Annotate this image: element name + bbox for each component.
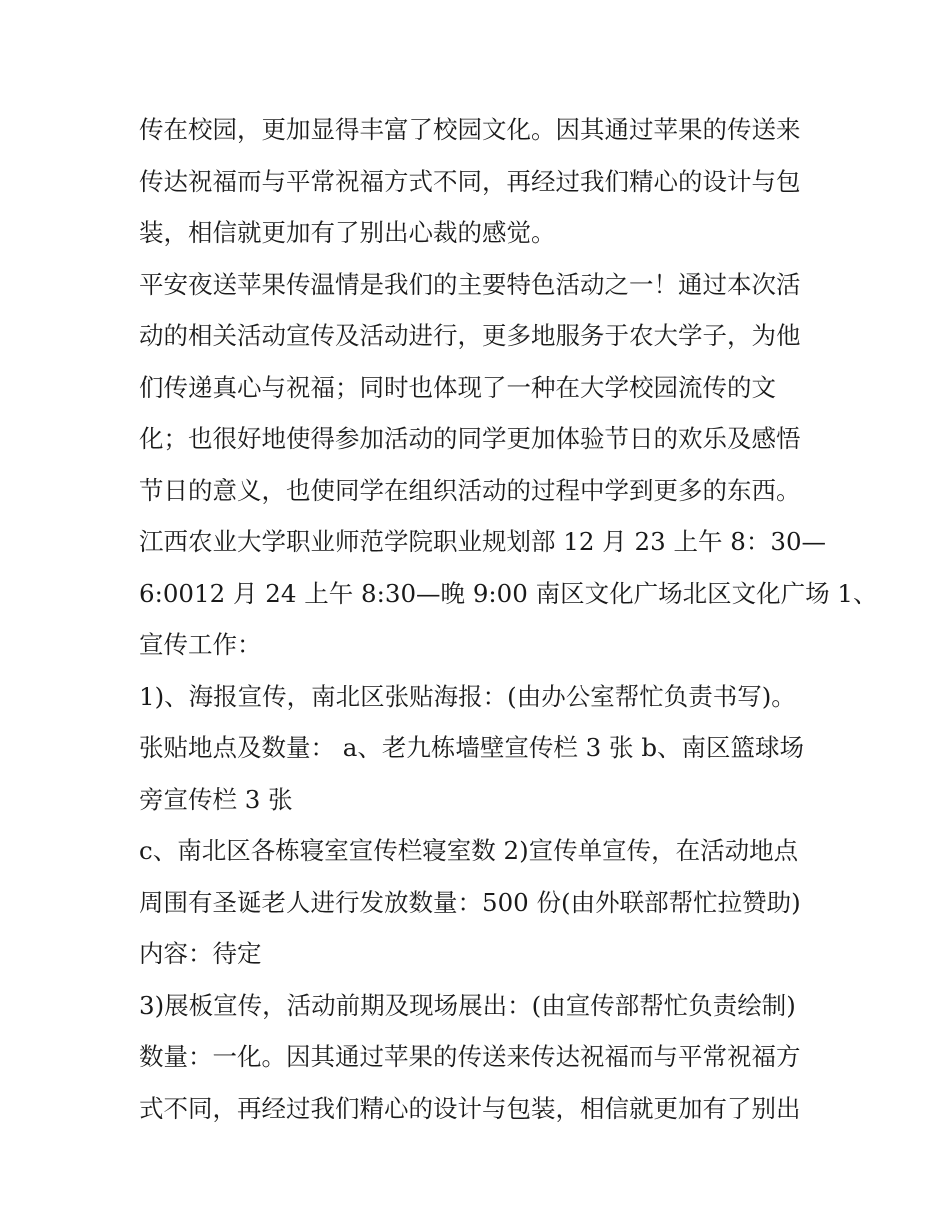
text-line: 1)、海报宣传，南北区张贴海报：(由办公室帮忙负责书写)。 bbox=[139, 681, 796, 711]
document-body bbox=[139, 104, 878, 1134]
text-line: 动的相关活动宣传及活动进行，更多地服务于农大学子，为他 bbox=[139, 321, 801, 350]
text-line: 式不同，再经过我们精心的设计与包装，相信就更加有了别出 bbox=[139, 1093, 801, 1123]
text-line: 数量：一化。因其通过苹果的传送来传达祝福而与平常祝福方 bbox=[139, 1042, 801, 1071]
text-line: 平安夜送苹果传温情是我们的主要特色活动之一！通过本次活 bbox=[139, 269, 801, 299]
text-line: 周围有圣诞老人进行发放数量：500 份(由外联部帮忙拉赞助) bbox=[139, 887, 801, 917]
text-line: 张贴地点及数量： a、老九栋墙壁宣传栏 3 张 b、南区篮球场 bbox=[139, 733, 805, 762]
text-line: 宣传工作： bbox=[139, 630, 262, 659]
text-line: 江西农业大学职业师范学院职业规划部 12 月 23 上午 8：30— bbox=[139, 527, 827, 556]
text-line: 们传递真心与祝福；同时也体现了一种在大学校园流传的文 bbox=[139, 372, 776, 402]
text-line: 旁宣传栏 3 张 bbox=[139, 784, 293, 814]
text-line: 传达祝福而与平常祝福方式不同，再经过我们精心的设计与包 bbox=[139, 166, 801, 196]
text-line: 3)展板宣传，活动前期及现场展出：(由宣传部帮忙负责绘制) bbox=[139, 990, 796, 1020]
text-line: c、南北区各栋寝室宣传栏寝室数 2)宣传单宣传，在活动地点 bbox=[139, 836, 799, 865]
text-line: 化；也很好地使得参加活动的同学更加体验节日的欢乐及感悟 bbox=[139, 424, 801, 453]
text-line: 内容：待定 bbox=[139, 939, 262, 968]
text-line: 装，相信就更加有了别出心裁的感觉。 bbox=[139, 218, 556, 247]
text-line: 传在校园，更加显得丰富了校园文化。因其通过苹果的传送来 bbox=[139, 115, 801, 144]
text-line: 节日的意义，也使同学在组织活动的过程中学到更多的东西。 bbox=[139, 475, 801, 505]
text-line: 6:0012 月 24 上午 8:30—晚 9:00 南区文化广场北区文化广场 1、 bbox=[139, 578, 878, 608]
